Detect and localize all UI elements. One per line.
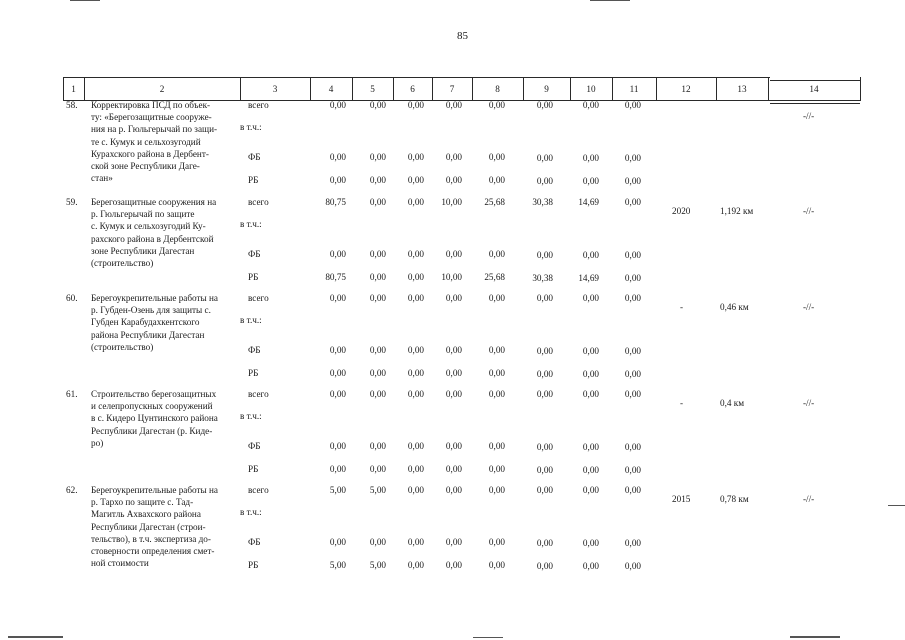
- amount-cell: 0,00: [488, 345, 505, 355]
- object-name-line: Магитль Ахвахского района: [91, 509, 201, 520]
- object-name-line: р. Гюльгерычай по защите: [91, 209, 195, 220]
- amount-cell: 0,00: [488, 441, 505, 451]
- object-name-line: и селепропускных сооружений: [91, 401, 213, 412]
- amount-cell: 0,00: [329, 441, 346, 451]
- object-name-line: Республики Дагестан (р. Киде-: [91, 425, 213, 436]
- amount-cell: 30,38: [532, 273, 553, 283]
- amount-cell: 25,68: [484, 272, 505, 282]
- amount-cell: 0,00: [369, 175, 386, 185]
- amount-cell: 0,00: [582, 153, 599, 163]
- object-name-line: Берегоукрепительные работы на: [91, 293, 219, 303]
- amount-cell: 0,00: [624, 293, 641, 303]
- amount-cell: 0,00: [445, 175, 462, 185]
- amount-cell: 14,69: [578, 197, 599, 207]
- amount-cell: 0,00: [329, 345, 346, 355]
- amount-cell: 0,00: [624, 465, 641, 475]
- note-value: -//-: [803, 111, 815, 121]
- amount-cell: 0,00: [536, 538, 553, 548]
- amount-cell: 0,00: [536, 389, 553, 399]
- object-name-line: рахского района в Дербентской: [91, 233, 214, 244]
- scan-mark-top-right: [590, 0, 630, 1]
- completion-year: -: [680, 398, 684, 408]
- amount-cell: 0,00: [369, 441, 386, 451]
- amount-cell: 0,00: [407, 485, 424, 495]
- funding-source-label: в т.ч.:: [240, 507, 262, 517]
- header-column-number: 11: [629, 84, 639, 94]
- funding-source-label: РБ: [248, 175, 259, 185]
- amount-cell: 0,00: [445, 368, 462, 378]
- object-name-line: стан»: [91, 173, 113, 184]
- amount-cell: 0,00: [582, 369, 599, 379]
- amount-cell: 0,00: [582, 346, 599, 356]
- amount-cell: 0,00: [369, 464, 386, 474]
- header-column-number: 5: [370, 84, 375, 94]
- amount-cell: 0,00: [624, 485, 641, 495]
- scan-mark-bottom-left: [8, 636, 63, 638]
- header-column-number: 14: [809, 84, 819, 94]
- scan-mark-top-left: [70, 0, 100, 1]
- amount-cell: 0,00: [407, 152, 424, 162]
- amount-cell: 10,00: [441, 197, 462, 207]
- amount-cell: 0,00: [536, 293, 553, 303]
- amount-cell: 0,00: [445, 389, 462, 399]
- object-name-line: Строительство берегозащитных: [91, 389, 217, 399]
- amount-cell: 0,00: [369, 345, 386, 355]
- header-column-number: 1: [71, 84, 76, 94]
- amount-cell: 0,00: [624, 369, 641, 379]
- header-column-number: 6: [410, 84, 415, 94]
- amount-cell: 0,00: [488, 175, 505, 185]
- amount-cell: 0,00: [536, 153, 553, 163]
- amount-cell: 0,00: [445, 293, 462, 303]
- header-column-number: 12: [681, 84, 691, 94]
- object-name-line: ской зоне Республики Даге-: [91, 161, 200, 171]
- header-top-rule-right: [770, 80, 860, 81]
- funding-source-label: ФБ: [248, 249, 261, 259]
- amount-cell: 0,00: [445, 560, 462, 570]
- amount-cell: 0,00: [536, 176, 553, 186]
- amount-cell: 0,00: [624, 442, 641, 452]
- object-name-line: Берегоукрепительные работы на: [91, 485, 219, 495]
- page-number: 85: [457, 30, 468, 42]
- amount-cell: 30,38: [532, 197, 553, 207]
- header-column-number: 13: [737, 84, 747, 94]
- object-name-line: (строительство): [91, 258, 154, 268]
- amount-cell: 25,68: [484, 197, 505, 207]
- header-column-number: 2: [159, 84, 165, 94]
- object-name-line: в с. Кидеро Цунтинского района: [91, 413, 218, 424]
- funding-source-label: в т.ч.:: [240, 219, 262, 229]
- scan-mark-bottom-mid: [473, 637, 503, 638]
- amount-cell: 0,00: [445, 537, 462, 547]
- note-value: -//-: [803, 206, 815, 216]
- funding-source-label: всего: [248, 197, 269, 207]
- amount-cell: 0,00: [407, 175, 424, 185]
- amount-cell: 0,00: [369, 272, 386, 282]
- amount-cell: 0,00: [329, 249, 346, 259]
- amount-cell: 0,00: [488, 389, 505, 399]
- amount-cell: 0,00: [582, 538, 599, 548]
- header-top-rule: [63, 77, 770, 78]
- header-column-number: 7: [449, 84, 455, 94]
- header-bottom-rule-tail: [770, 103, 860, 104]
- amount-cell: 0,00: [624, 250, 641, 260]
- funding-source-label: РБ: [248, 368, 259, 378]
- amount-cell: 0,00: [407, 100, 424, 110]
- object-name-line: Республики Дагестан (строи-: [91, 521, 206, 532]
- amount-cell: 5,00: [329, 485, 346, 495]
- amount-cell: 0,00: [488, 100, 505, 110]
- funding-source-label: РБ: [248, 464, 259, 474]
- row-number: 62.: [66, 485, 78, 495]
- amount-cell: 0,00: [582, 465, 599, 475]
- amount-cell: 0,00: [488, 560, 505, 570]
- amount-cell: 0,00: [582, 250, 599, 260]
- funding-source-label: ФБ: [248, 152, 261, 162]
- amount-cell: 0,00: [582, 442, 599, 452]
- amount-cell: 80,75: [325, 197, 346, 207]
- amount-cell: 0,00: [329, 293, 346, 303]
- amount-cell: 0,00: [407, 272, 424, 282]
- amount-cell: 0,00: [624, 197, 641, 207]
- amount-cell: 0,00: [536, 442, 553, 452]
- note-value: -//-: [803, 302, 815, 312]
- object-name-line: Корректировка ПСД по объек-: [91, 100, 211, 110]
- amount-cell: 0,00: [536, 369, 553, 379]
- object-name-line: (строительство): [91, 341, 154, 352]
- object-name-line: стоверности определения смет-: [91, 546, 215, 556]
- amount-cell: 0,00: [445, 100, 462, 110]
- funding-source-label: в т.ч.:: [240, 315, 262, 325]
- amount-cell: 0,00: [624, 176, 641, 186]
- amount-cell: 0,00: [624, 100, 641, 110]
- amount-cell: 0,00: [369, 197, 386, 207]
- object-name-line: р. Губден-Озень для защиты с.: [91, 305, 211, 316]
- amount-cell: 0,00: [407, 389, 424, 399]
- amount-cell: 0,00: [369, 152, 386, 162]
- amount-cell: 0,00: [407, 368, 424, 378]
- capacity-value: 0,46 км: [720, 302, 749, 312]
- amount-cell: 0,00: [488, 464, 505, 474]
- amount-cell: 0,00: [445, 485, 462, 495]
- amount-cell: 0,00: [369, 100, 386, 110]
- scan-mark-bottom-right: [790, 636, 840, 638]
- capacity-value: 1,192 км: [720, 206, 754, 216]
- amount-cell: 0,00: [329, 100, 346, 110]
- amount-cell: 0,00: [407, 537, 424, 547]
- amount-cell: 0,00: [536, 465, 553, 475]
- amount-cell: 0,00: [369, 249, 386, 259]
- funding-source-label: всего: [248, 293, 269, 303]
- object-name-line: зоне Республики Дагестан: [91, 245, 195, 256]
- funding-source-label: всего: [248, 389, 269, 399]
- note-value: -//-: [803, 494, 815, 504]
- amount-cell: 5,00: [329, 560, 346, 570]
- header-column-number: 4: [328, 84, 334, 94]
- object-name-line: Берегозащитные сооружения на: [91, 197, 217, 207]
- amount-cell: 0,00: [329, 389, 346, 399]
- completion-year: -: [680, 302, 684, 312]
- amount-cell: 0,00: [445, 441, 462, 451]
- completion-year: 2015: [672, 494, 691, 504]
- amount-cell: 0,00: [407, 464, 424, 474]
- object-name-line: ро): [91, 437, 104, 448]
- amount-cell: 0,00: [536, 561, 553, 571]
- amount-cell: 0,00: [624, 153, 641, 163]
- amount-cell: 5,00: [369, 560, 386, 570]
- amount-cell: 14,69: [578, 273, 599, 283]
- amount-cell: 0,00: [407, 560, 424, 570]
- header-column-number: 10: [586, 84, 596, 94]
- amount-cell: 0,00: [488, 152, 505, 162]
- funding-source-label: в т.ч.:: [240, 122, 262, 132]
- object-name-line: р. Тархо по защите с. Тад-: [91, 497, 194, 508]
- funding-source-label: ФБ: [248, 537, 261, 547]
- row-number: 60.: [66, 293, 78, 303]
- amount-cell: 0,00: [329, 537, 346, 547]
- amount-cell: 0,00: [582, 485, 599, 495]
- amount-cell: 0,00: [488, 293, 505, 303]
- amount-cell: 0,00: [445, 152, 462, 162]
- object-name-line: района Республики Дагестан: [91, 329, 205, 340]
- header-column-number: 9: [544, 84, 549, 94]
- object-name-line: те с. Кумук и сельхозугодий: [91, 136, 201, 147]
- funding-source-label: всего: [248, 100, 269, 110]
- amount-cell: 0,00: [407, 197, 424, 207]
- object-name-line: с. Кумук и сельхозугодий Ку-: [91, 221, 206, 232]
- amount-cell: 0,00: [624, 389, 641, 399]
- header-column-divider: [860, 77, 861, 101]
- amount-cell: 0,00: [582, 176, 599, 186]
- amount-cell: 0,00: [582, 561, 599, 571]
- row-number: 58.: [66, 100, 78, 110]
- amount-cell: 10,00: [441, 272, 462, 282]
- amount-cell: 5,00: [369, 485, 386, 495]
- amount-cell: 0,00: [369, 389, 386, 399]
- object-name-line: ния на р. Гюльгерычай по защи-: [91, 124, 218, 135]
- amount-cell: 0,00: [407, 345, 424, 355]
- note-value: -//-: [803, 398, 815, 408]
- amount-cell: 0,00: [624, 538, 641, 548]
- row-number: 61.: [66, 389, 78, 399]
- amount-cell: 0,00: [624, 561, 641, 571]
- amount-cell: 0,00: [536, 100, 553, 110]
- header-column-number: 8: [495, 84, 500, 94]
- funding-source-label: РБ: [248, 272, 259, 282]
- amount-cell: 0,00: [536, 346, 553, 356]
- amount-cell: 0,00: [624, 346, 641, 356]
- funding-source-label: в т.ч.:: [240, 411, 262, 421]
- amount-cell: 0,00: [582, 100, 599, 110]
- amount-cell: 0,00: [407, 441, 424, 451]
- scan-mark-right-edge: [888, 505, 905, 506]
- amount-cell: 0,00: [369, 293, 386, 303]
- row-number: 59.: [66, 197, 78, 207]
- capacity-value: 0,4 км: [720, 398, 745, 408]
- funding-source-label: всего: [248, 485, 269, 495]
- amount-cell: 0,00: [407, 249, 424, 259]
- amount-cell: 0,00: [329, 368, 346, 378]
- funding-source-label: ФБ: [248, 345, 261, 355]
- amount-cell: 0,00: [624, 273, 641, 283]
- amount-cell: 0,00: [445, 345, 462, 355]
- amount-cell: 0,00: [407, 293, 424, 303]
- amount-cell: 0,00: [488, 485, 505, 495]
- funding-source-label: РБ: [248, 560, 259, 570]
- funding-source-label: ФБ: [248, 441, 261, 451]
- amount-cell: 0,00: [488, 249, 505, 259]
- object-name-line: Курахского района в Дербент-: [91, 148, 209, 159]
- amount-cell: 0,00: [488, 537, 505, 547]
- object-name-line: тельство), в т.ч. экспертиза до-: [91, 533, 211, 544]
- capacity-value: 0,78 км: [720, 494, 749, 504]
- amount-cell: 0,00: [369, 368, 386, 378]
- amount-cell: 0,00: [536, 250, 553, 260]
- amount-cell: 0,00: [488, 368, 505, 378]
- amount-cell: 80,75: [325, 272, 346, 282]
- amount-cell: 0,00: [329, 152, 346, 162]
- amount-cell: 0,00: [536, 485, 553, 495]
- amount-cell: 0,00: [582, 293, 599, 303]
- object-name-line: Губден Карабудахкентского: [91, 317, 200, 328]
- object-name-line: ной стоимости: [91, 558, 149, 569]
- amount-cell: 0,00: [329, 175, 346, 185]
- amount-cell: 0,00: [445, 249, 462, 259]
- object-name-line: ту: «Берегозащитные сооруже-: [91, 112, 212, 123]
- completion-year: 2020: [672, 206, 691, 216]
- amount-cell: 0,00: [582, 389, 599, 399]
- amount-cell: 0,00: [445, 464, 462, 474]
- amount-cell: 0,00: [369, 537, 386, 547]
- amount-cell: 0,00: [329, 464, 346, 474]
- header-column-number: 3: [272, 84, 278, 94]
